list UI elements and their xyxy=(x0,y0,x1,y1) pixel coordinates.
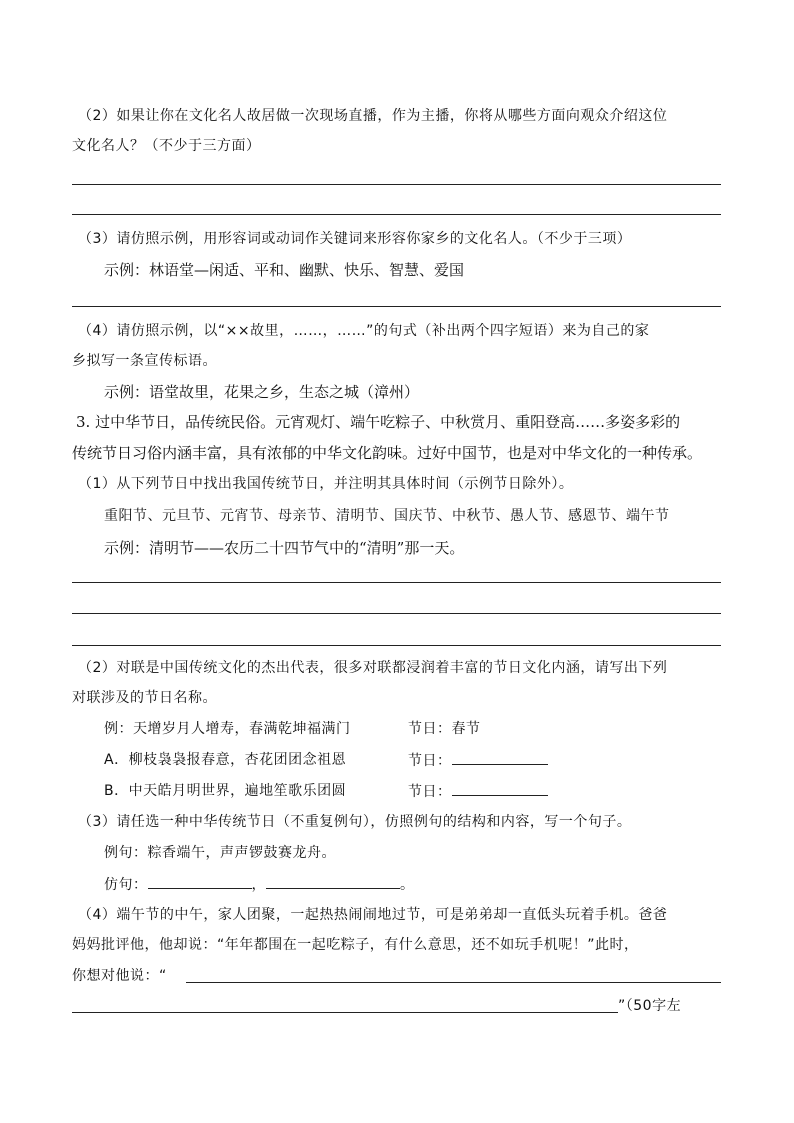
couplet-a-blank[interactable] xyxy=(452,750,548,765)
q2-4-example: 示例：语堂故里，花果之乡，生态之城（漳州） xyxy=(104,383,420,401)
q3-4-line1: （4）端午节的中午，家人团聚，一起热热闹闹地过节，可是弟弟却一直低头玩着手机。爸爸 xyxy=(78,907,668,923)
couplet-a-answer xyxy=(408,750,548,771)
q3-4-line3: 你想对他说：“ xyxy=(72,968,167,984)
answer-line[interactable] xyxy=(72,306,721,307)
q3-4-line2: 妈妈批评他，他却说：“年年都围在一起吃粽子，有什么意思，还不如玩手机呢！”此时， xyxy=(72,937,639,953)
q2-3-example: 示例：林语堂—闲适、平和、幽默、快乐、智慧、爱国 xyxy=(104,261,465,279)
answer-line[interactable] xyxy=(72,1012,618,1013)
q3-1-example: 示例：清明节——农历二十四节气中的“清明”那一天。 xyxy=(104,539,465,557)
couplet-b-label: 节日： xyxy=(408,784,452,800)
q3-3-fill xyxy=(104,874,415,895)
couplet-b: B．中天皓月明世界，遍地笙歌乐团圆 xyxy=(104,783,347,799)
q3-3-comma: ， xyxy=(251,877,266,893)
couplet-b-blank[interactable] xyxy=(452,781,548,796)
couplet-a: A．柳枝袅袅报春意，杏花团团念祖恩 xyxy=(104,752,347,768)
answer-line[interactable] xyxy=(186,982,721,983)
q3-2-line1: （2）对联是中国传统文化的杰出代表，很多对联都浸润着丰富的节日文化内涵，请写出下列 xyxy=(78,660,668,676)
q3-intro-line2: 传统节日习俗内涵丰富，具有浓郁的中华文化韵味。过好中国节，也是对中华文化的一种传承。 xyxy=(72,444,703,462)
couplet-a-label: 节日： xyxy=(408,753,452,769)
q3-3-period: 。 xyxy=(400,877,415,893)
couplet-example-answer: 节日：春节 xyxy=(408,721,481,737)
q3-1-festival-list: 重阳节、元旦节、元宵节、母亲节、清明节、国庆节、中秋节、愚人节、感恩节、端午节 xyxy=(104,508,670,524)
couplet-example: 例：天增岁月人增寿，春满乾坤福满门 xyxy=(104,721,351,737)
answer-line[interactable] xyxy=(72,613,721,614)
answer-line[interactable] xyxy=(72,645,721,646)
answer-line[interactable] xyxy=(72,214,721,215)
q3-1-line1: （1）从下列节日中找出我国传统节日，并注明其具体时间（示例节日除外）。 xyxy=(78,476,574,492)
q3-2-line2: 对联涉及的节日名称。 xyxy=(72,690,217,706)
q2-2-line1: （2）如果让你在文化名人故居做一次现场直播，作为主播，你将从哪些方面向观众介绍这位 xyxy=(78,108,668,124)
q3-3-example: 例句：粽香端午，声声锣鼓赛龙舟。 xyxy=(104,845,336,861)
q2-3-line1: （3）请仿照示例，用形容词或动词作关键词来形容你家乡的文化名人。（不少于三项） xyxy=(78,231,632,247)
q3-intro-line1: 3. 过中华节日，品传统民俗。元宵观灯、端午吃粽子、中秋赏月、重阳登高……多姿多彩的 xyxy=(76,413,681,431)
q2-2-line2: 文化名人？（不少于三方面） xyxy=(72,138,261,154)
answer-line[interactable] xyxy=(72,184,721,185)
q3-3-fill-label: 仿句： xyxy=(104,877,148,893)
answer-line[interactable] xyxy=(72,582,721,583)
q2-4-line1: （4）请仿照示例，以“××故里，……，……”的句式（补出两个四字短语）来为自己的家 xyxy=(78,323,650,339)
q2-4-line2: 乡拟写一条宣传标语。 xyxy=(72,353,217,369)
q3-3-line1: （3）请任选一种中华传统节日（不重复例句），仿照例句的结构和内容，写一个句子。 xyxy=(78,814,632,830)
q3-3-blank-2[interactable] xyxy=(266,874,400,889)
q3-4-tail: ”（50字左 xyxy=(618,998,682,1014)
couplet-b-answer xyxy=(408,781,548,802)
q3-3-blank-1[interactable] xyxy=(148,874,252,889)
